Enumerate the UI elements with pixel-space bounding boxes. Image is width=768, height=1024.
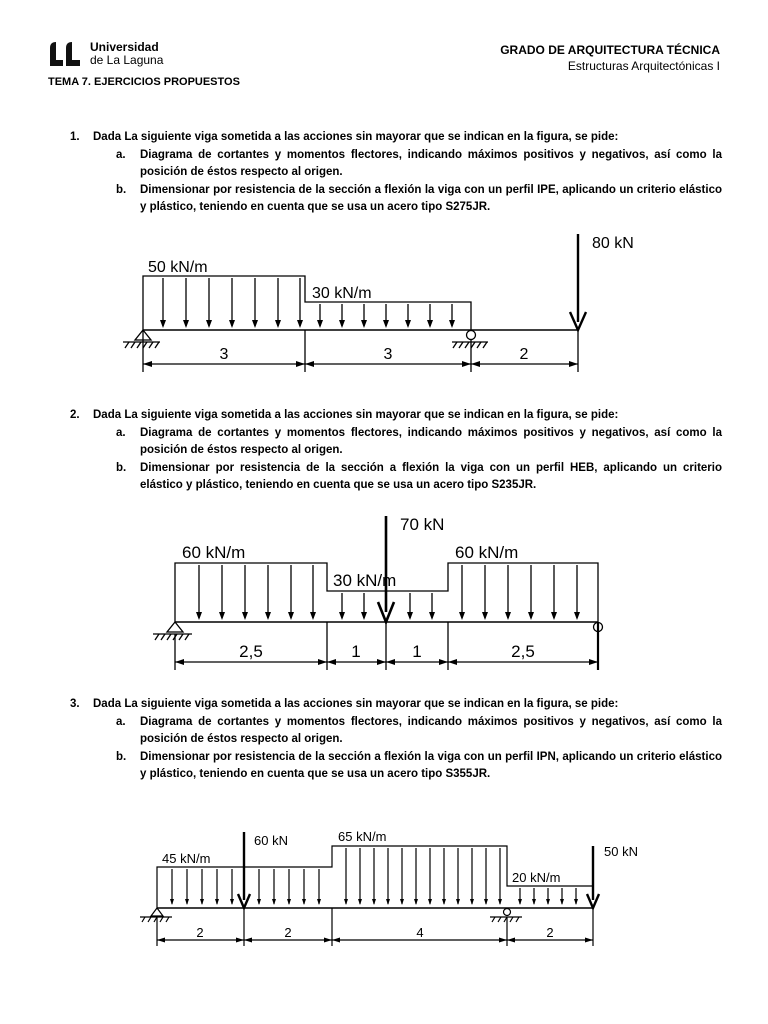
load-label: 45 kN/m xyxy=(162,851,211,866)
part-letter: b. xyxy=(116,461,127,474)
degree-title: GRADO DE ARQUITECTURA TÉCNICA xyxy=(500,43,720,57)
exercise-part-a xyxy=(116,714,722,749)
load-label: 80 kN xyxy=(592,235,634,252)
span-label: 2 xyxy=(546,925,554,940)
load-arrows-65 xyxy=(346,848,500,904)
university-logo xyxy=(48,40,163,68)
load-label: 60 kN/m xyxy=(182,543,246,562)
part-letter: a. xyxy=(116,715,126,728)
exercise-stem: Dada La siguiente viga sometida a las acciones sin mayorar que se indican en la figura, se pide: xyxy=(93,698,619,710)
load-arrows-50 xyxy=(163,278,300,326)
beam-figure-3 xyxy=(138,822,658,952)
span-label: 2,5 xyxy=(239,642,263,661)
part-text: Dimensionar por resistencia de la sección a flexión la viga con un perfil HEB, aplicando un criterio elástico y plástico, teniendo en cuenta que se usa un acero tipo S235JR. xyxy=(140,461,722,491)
part-letter: b. xyxy=(116,750,127,763)
roller-support xyxy=(490,909,522,923)
exercise-part-b xyxy=(116,749,722,784)
load-label: 70 kN xyxy=(400,515,445,534)
span-label: 3 xyxy=(219,346,229,363)
beam-figure-1 xyxy=(110,228,660,393)
exercise-number: 2. xyxy=(70,409,80,421)
load-label: 50 kN/m xyxy=(148,259,208,276)
load-label: 65 kN/m xyxy=(338,829,387,844)
span-label: 2 xyxy=(196,925,204,940)
span-label: 3 xyxy=(383,346,393,363)
part-text: Diagrama de cortantes y momentos flectores, indicando máximos positivos y negativos, así como la posición de éstos respecto al origen. xyxy=(140,426,722,456)
ull-logo-icon xyxy=(48,40,82,68)
university-name-line2: de La Laguna xyxy=(90,53,164,67)
exercise-part-b xyxy=(116,182,722,217)
exercise-1 xyxy=(70,129,722,217)
part-letter: b. xyxy=(116,183,127,196)
course-header xyxy=(500,42,720,74)
beam-figure-2 xyxy=(145,508,630,678)
part-text: Diagrama de cortantes y momentos flectores, indicando máximos positivos y negativos, así como la posición de éstos respecto al origen. xyxy=(140,715,722,745)
exercise-part-a xyxy=(116,425,722,460)
pinned-support xyxy=(140,908,172,922)
exercise-3 xyxy=(70,696,722,784)
exercise-part-a xyxy=(116,147,722,182)
span-label: 4 xyxy=(416,925,424,940)
span-label: 1 xyxy=(351,642,361,661)
load-arrows-60-right xyxy=(462,565,577,618)
load-arrows-45 xyxy=(172,869,319,904)
load-label: 20 kN/m xyxy=(512,870,561,885)
exercise-number: 1. xyxy=(70,131,80,143)
pinned-support xyxy=(153,622,192,640)
exercise-number: 3. xyxy=(70,698,80,710)
part-text: Dimensionar por resistencia de la sección a flexión la viga con un perfil IPE, aplicando un criterio elástico y plástico, teniendo en cuenta que se usa un acero tipo S275JR. xyxy=(140,183,722,213)
load-arrows-60-left xyxy=(199,565,313,618)
exercise-2 xyxy=(70,407,722,495)
page-title: TEMA 7. EJERCICIOS PROPUESTOS xyxy=(48,76,240,88)
part-letter: a. xyxy=(116,426,126,439)
exercise-stem: Dada La siguiente viga sometida a las acciones sin mayorar que se indican en la figura, se pide: xyxy=(93,131,619,143)
exercise-part-b xyxy=(116,460,722,495)
load-label: 50 kN xyxy=(604,844,638,859)
load-label: 30 kN/m xyxy=(312,285,372,302)
span-label: 2,5 xyxy=(511,642,535,661)
part-letter: a. xyxy=(116,148,126,161)
part-text: Diagrama de cortantes y momentos flectores, indicando máximos positivos y negativos, así como la posición de éstos respecto al origen. xyxy=(140,148,722,178)
load-label: 60 kN/m xyxy=(455,543,519,562)
exercise-stem: Dada La siguiente viga sometida a las acciones sin mayorar que se indican en la figura, se pide: xyxy=(93,409,619,421)
part-text: Dimensionar por resistencia de la sección a flexión la viga con un perfil IPN, aplicando un criterio elástico y plástico, teniendo en cuenta que se usa un acero tipo S355JR. xyxy=(140,750,722,780)
university-name-line1: Universidad xyxy=(90,40,159,54)
span-label: 2 xyxy=(284,925,292,940)
load-label: 60 kN xyxy=(254,833,288,848)
roller-support xyxy=(452,331,488,349)
course-title: Estructuras Arquitectónicas I xyxy=(567,59,720,73)
span-label: 1 xyxy=(412,642,422,661)
load-label: 30 kN/m xyxy=(333,571,397,590)
span-label: 2 xyxy=(519,346,529,363)
pinned-support xyxy=(123,330,160,348)
